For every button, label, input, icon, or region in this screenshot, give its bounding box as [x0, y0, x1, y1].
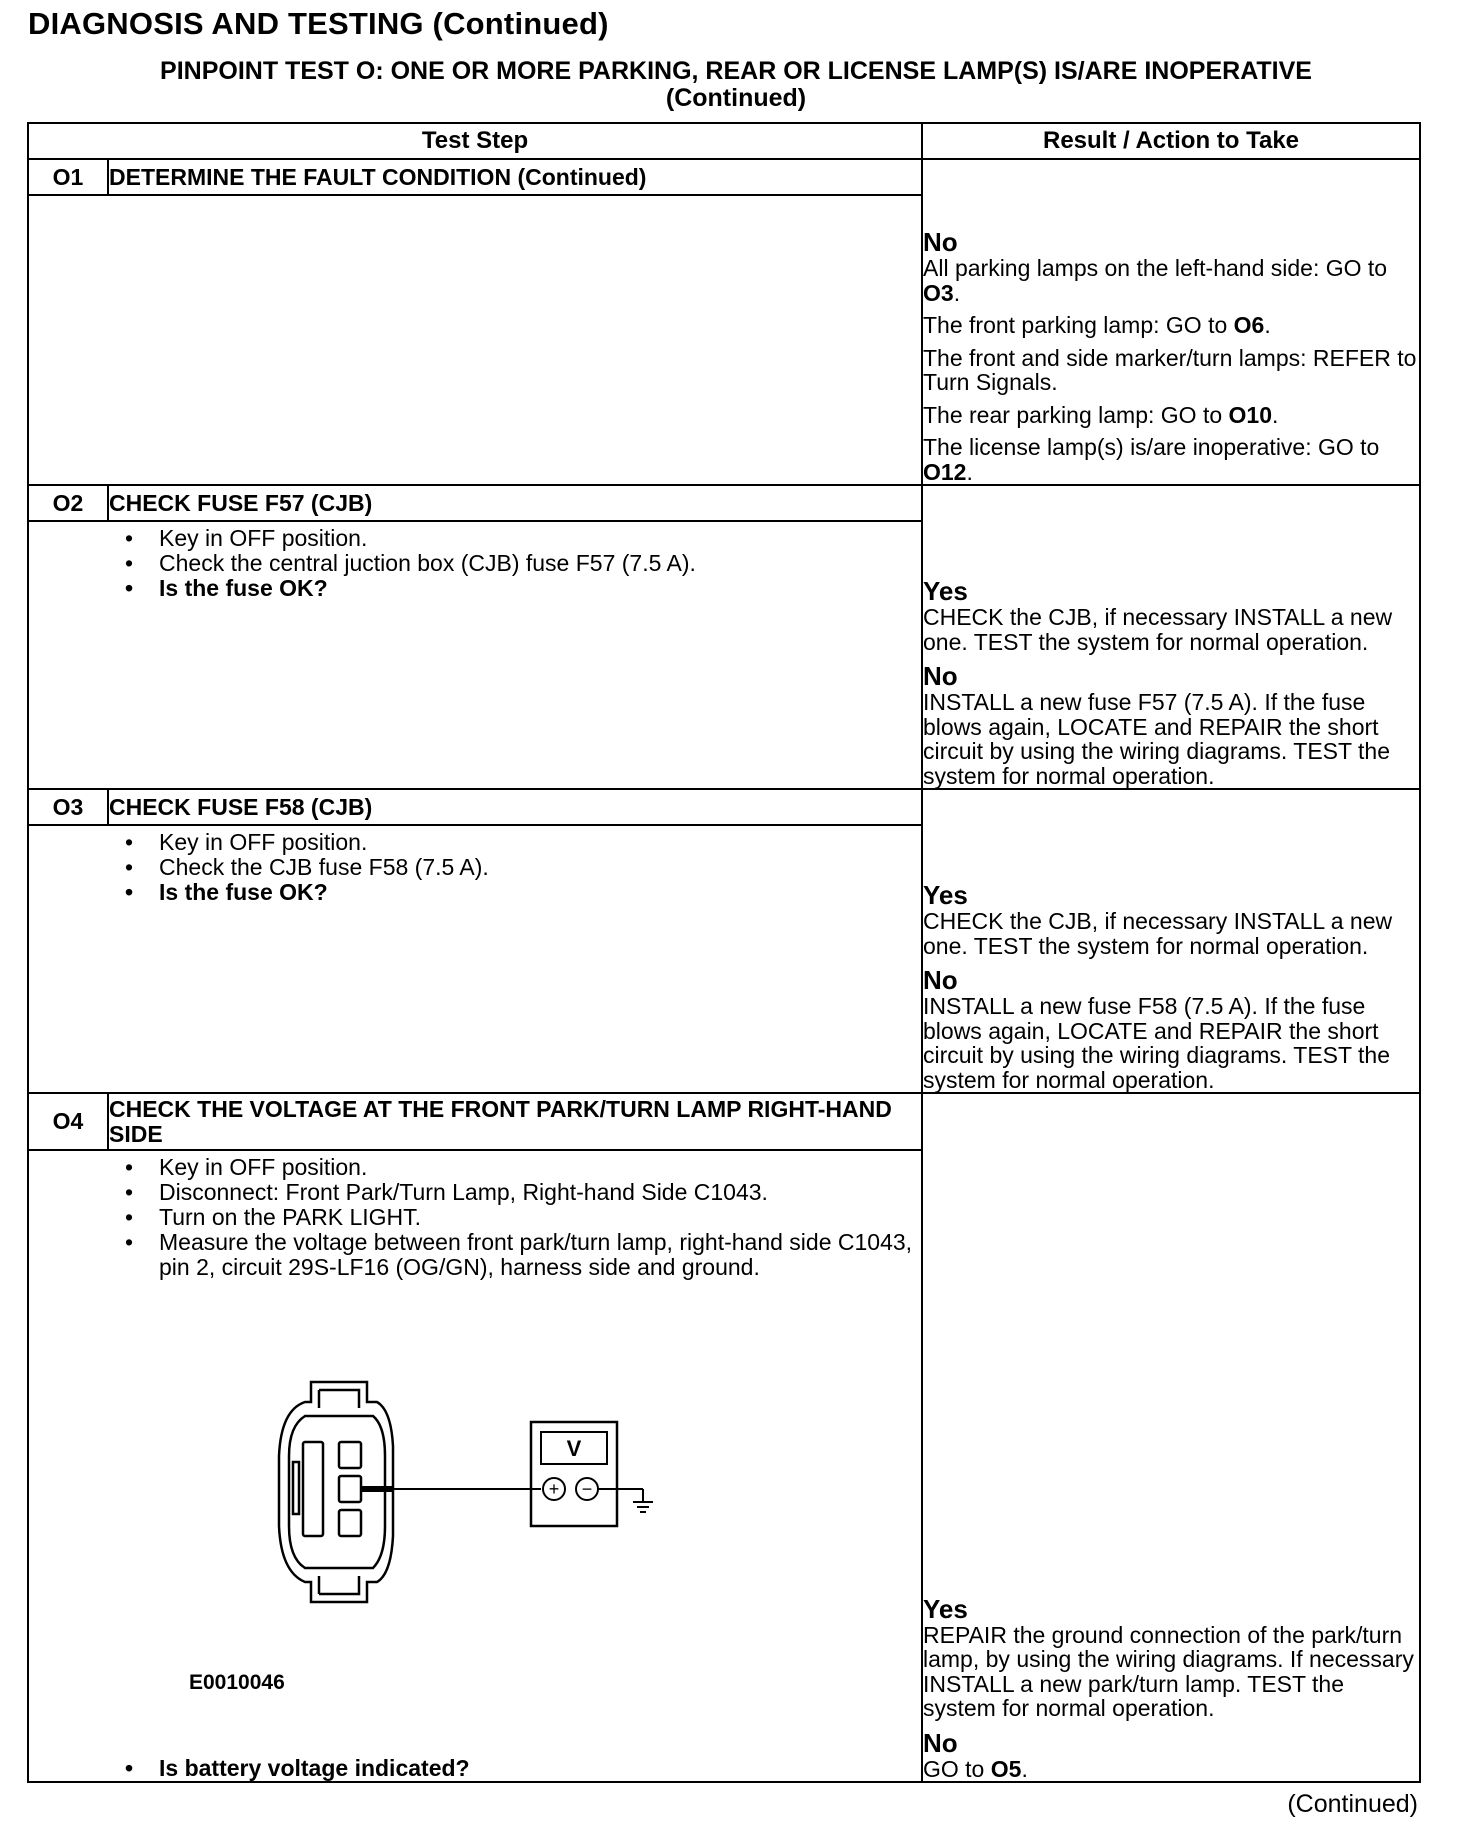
pinpoint-test-title-main: PINPOINT TEST O: ONE OR MORE PARKING, REAR OR LICENSE LAMP(S) IS/ARE INOPERATIVE — [160, 57, 1312, 85]
step-instructions — [29, 830, 921, 905]
pinpoint-test-title-continued: (Continued) — [665, 84, 807, 112]
step-instructions — [29, 1155, 921, 1280]
step-title: CHECK FUSE F57 (CJB) — [108, 485, 922, 521]
result-line: The front parking lamp: GO to O6. — [923, 312, 1271, 338]
step-number: O2 — [28, 485, 108, 521]
result-yes-label: Yes — [923, 1593, 968, 1624]
step-number: O4 — [28, 1093, 108, 1150]
result-line: The rear parking lamp: GO to O10. — [923, 401, 1279, 428]
instruction-item: • Check the central juction box (CJB) fuse F57 (7.5 A). — [121, 551, 921, 576]
step-o2-title-row — [28, 485, 1420, 521]
step-o2-body — [28, 521, 922, 789]
result-yes-text: CHECK the CJB, if necessary INSTALL a new one. TEST the system for normal operation. — [923, 908, 1393, 959]
step-question: • Is the fuse OK? — [121, 576, 921, 601]
figure-code: E0010046 — [189, 1671, 285, 1694]
step-question: • Is battery voltage indicated? — [121, 1756, 921, 1781]
step-number: O1 — [28, 159, 108, 195]
step-o2-result — [922, 485, 1420, 789]
step-title: CHECK FUSE F58 (CJB) — [108, 789, 922, 825]
result-no-label: No — [923, 661, 958, 691]
step-title: CHECK THE VOLTAGE AT THE FRONT PARK/TURN LAMP RIGHT-HAND SIDE — [108, 1093, 922, 1150]
step-o4-body — [28, 1150, 922, 1782]
voltmeter — [531, 1422, 617, 1526]
plus-label: + — [548, 1479, 560, 1499]
instruction-item: • Key in OFF position. — [121, 830, 921, 855]
step-o3-body — [28, 825, 922, 1093]
step-o3-title-row — [28, 789, 1420, 825]
page-title: DIAGNOSIS AND TESTING (Continued) — [28, 6, 609, 41]
pinpoint-test-table — [27, 122, 1421, 1783]
result-no-label: No — [923, 1727, 958, 1758]
step-o1-title-row — [28, 159, 1420, 195]
result-yes-text: CHECK the CJB, if necessary INSTALL a new one. TEST the system for normal operation. — [923, 604, 1393, 655]
step-question-list — [29, 1756, 921, 1781]
step-title: DETERMINE THE FAULT CONDITION (Continued) — [108, 159, 922, 195]
result-no-text: INSTALL a new fuse F58 (7.5 A). If the fuse blows again, LOCATE and REPAIR the short circuit by using the wiring diagrams. TEST the system for normal operation. — [923, 993, 1391, 1093]
instruction-item: • Measure the voltage between front park/turn lamp, right-hand side C1043, pin 2, circuit 29S-LF16 (OG/GN), harness side and ground. — [121, 1230, 921, 1280]
instruction-item: • Key in OFF position. — [121, 526, 921, 551]
connector-diagram — [269, 1376, 709, 1616]
ground-icon — [598, 1489, 653, 1512]
minus-label: − — [581, 1479, 593, 1499]
continued-footer: (Continued) — [1287, 1790, 1418, 1818]
result-no-text: GO to O5. — [923, 1755, 1028, 1782]
instruction-item: • Check the CJB fuse F58 (7.5 A). — [121, 855, 921, 880]
result-yes-text: REPAIR the ground connection of the park/turn lamp, by using the wiring diagrams. If necessary INSTALL a new park/turn lamp. TEST the system for normal operation. — [923, 1621, 1414, 1721]
step-question: • Is the fuse OK? — [121, 880, 921, 905]
step-o3-result — [922, 789, 1420, 1093]
step-number: O3 — [28, 789, 108, 825]
result-no-label: No — [923, 227, 958, 257]
step-o4-title-row — [28, 1093, 1420, 1150]
connector-voltmeter-figure — [29, 1280, 921, 1750]
header-result-action: Result / Action to Take — [922, 123, 1420, 159]
pinpoint-test-title — [28, 58, 1444, 112]
result-line: All parking lamps on the left-hand side: GO to O3. — [923, 255, 1388, 306]
instruction-item: • Key in OFF position. — [121, 1155, 921, 1180]
result-no-label: No — [923, 965, 958, 995]
result-no-text: INSTALL a new fuse F57 (7.5 A). If the fuse blows again, LOCATE and REPAIR the short circuit by using the wiring diagrams. TEST the system for normal operation. — [923, 689, 1391, 789]
table-header-row — [28, 123, 1420, 159]
result-line: The front and side marker/turn lamps: REFER to Turn Signals. — [923, 344, 1417, 395]
step-instructions — [29, 526, 921, 601]
step-o1-result — [922, 159, 1420, 485]
result-yes-label: Yes — [923, 880, 968, 910]
step-o4-result — [922, 1093, 1420, 1782]
result-line: The license lamp(s) is/are inoperative: GO to O12. — [923, 434, 1380, 485]
voltmeter-label: V — [566, 1436, 582, 1461]
instruction-item: • Disconnect: Front Park/Turn Lamp, Right-hand Side C1043. — [121, 1180, 921, 1205]
instruction-item: • Turn on the PARK LIGHT. — [121, 1205, 921, 1230]
header-test-step: Test Step — [28, 123, 922, 159]
result-yes-label: Yes — [923, 576, 968, 606]
step-o1-body — [28, 195, 922, 485]
